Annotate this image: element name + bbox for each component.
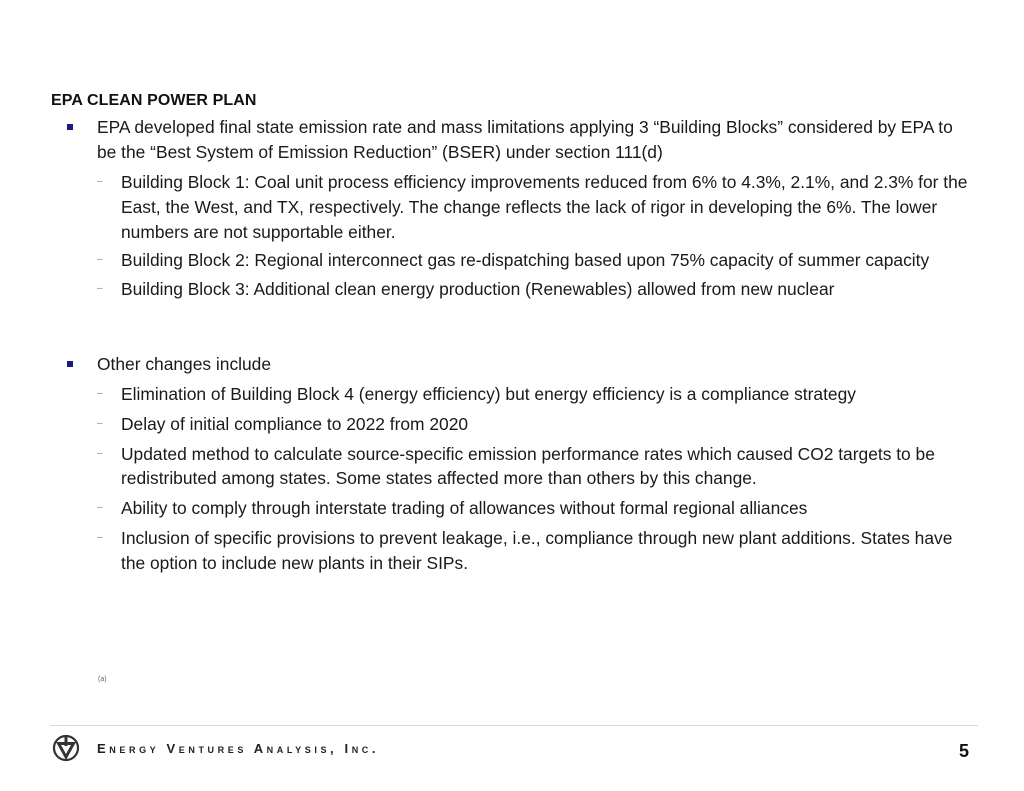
sub-bullet-item [97,248,971,273]
sub-bullet-text: Building Block 3: Additional clean energy production (Renewables) allowed from new nuclear [121,279,835,300]
footer-divider [50,725,978,726]
square-bullet-icon [67,124,73,130]
page-number: 5 [959,741,970,761]
sub-bullet-text: Building Block 1: Coal unit process efficiency improvements reduced from 6% to 4.3%, 2.1%, and 2.3% for the East, the West, and TX, respectively. The change reflects the lack of rigor in developing the 6%. The lower numbers are not supportable either. [121,172,968,242]
bullet-text: EPA developed final state emission rate and mass limitations applying 3 “Building Blocks” considered by EPA to be the “Best System of Emission Reduction” (BSER) under section 111(d) [97,117,953,162]
footnote: (a) [98,676,107,683]
sub-bullet-text: Ability to comply through interstate trading of allowances without formal regional alliances [121,498,808,519]
dash-bullet-icon: – [97,502,103,514]
sub-bullet-text: Updated method to calculate source-specific emission performance rates which caused CO2 targets to be redistributed among states. Some states affected more than others by this change. [121,443,935,489]
bullet-text: Other changes include [97,354,272,374]
sub-bullet-item [97,442,971,492]
bullet-item [97,115,967,164]
eva-logo-icon [51,733,81,763]
sub-bullet-item [97,382,971,407]
dash-bullet-icon: – [97,531,103,543]
sub-bullet-list [97,170,971,302]
square-bullet-icon [67,361,73,367]
company-name: Energy Ventures Analysis, Inc. [97,741,380,756]
sub-bullet-text: Delay of initial compliance to 2022 from 2020 [121,413,469,434]
sub-bullet-item [97,496,971,521]
sub-bullet-list [97,382,971,576]
dash-bullet-icon: – [97,176,103,187]
sub-bullet-text: Elimination of Building Block 4 (energy efficiency) but energy efficiency is a compliance strategy [121,384,856,404]
sub-bullet-text: Building Block 2: Regional interconnect gas re-dispatching based upon 75% capacity of summer capacity [121,250,930,271]
dash-bullet-icon: – [97,417,103,429]
dash-bullet-icon: – [97,388,103,399]
sub-bullet-item [97,170,971,244]
bullet-item [97,352,967,377]
dash-bullet-icon: – [97,254,103,266]
dash-bullet-icon: – [97,283,103,295]
sub-bullet-item [97,277,971,302]
sub-bullet-text: Inclusion of specific provisions to prevent leakage, i.e., compliance through new plant additions. States have the option to include new plants in their SIPs. [121,527,953,573]
sub-bullet-item [97,412,971,437]
dash-bullet-icon: – [97,447,103,459]
sub-bullet-item [97,526,971,576]
slide-title: EPA CLEAN POWER PLAN [51,92,257,109]
